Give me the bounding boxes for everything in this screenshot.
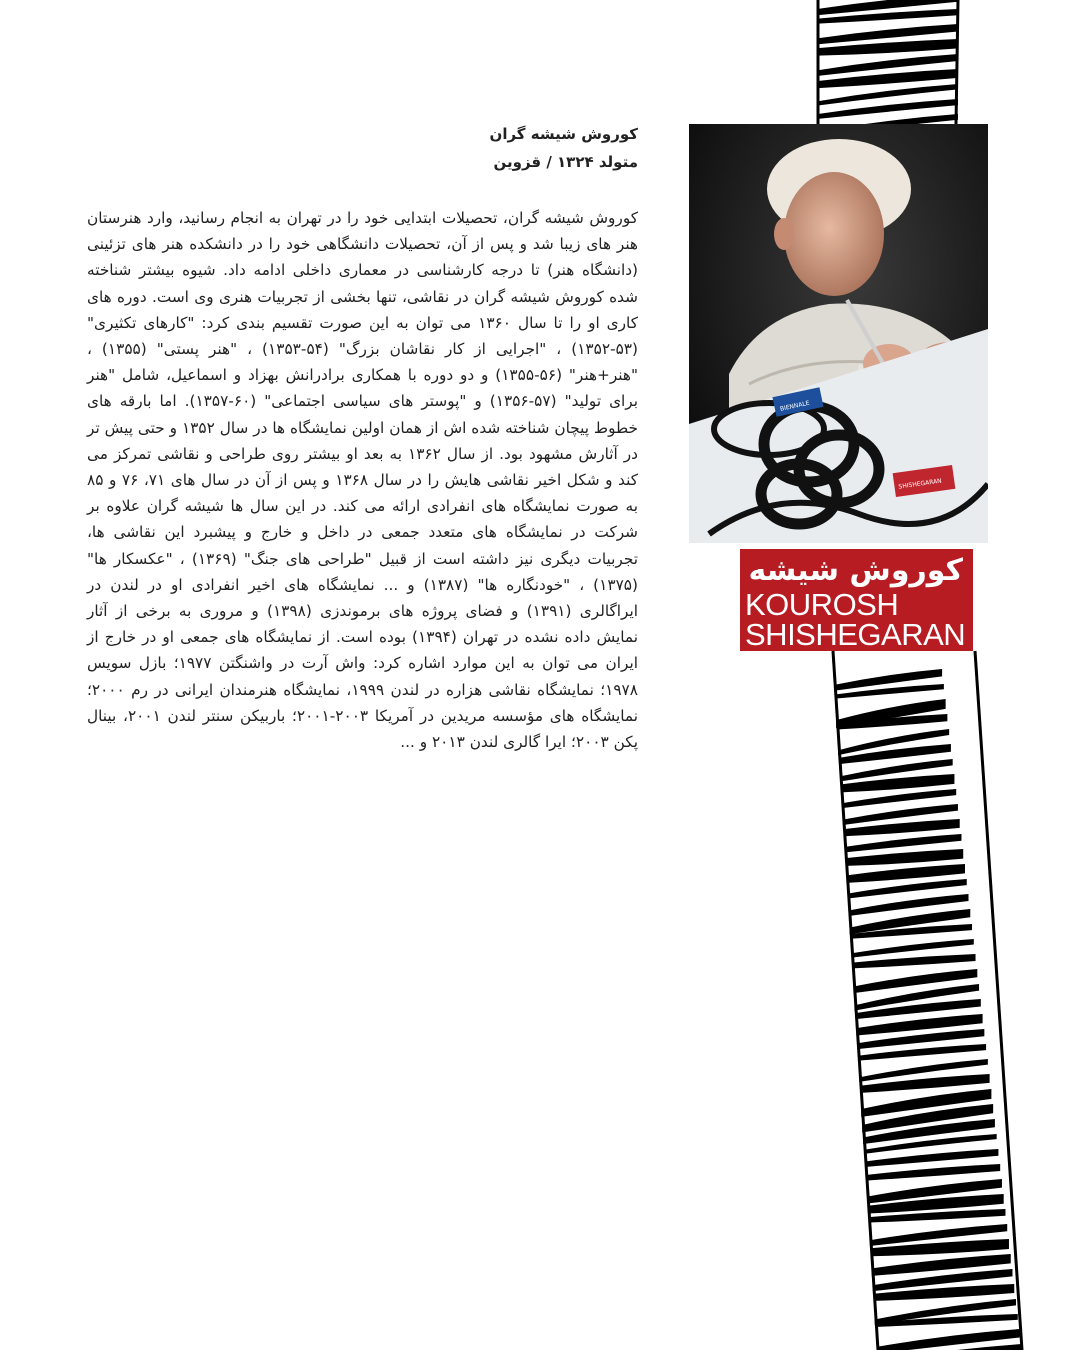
artist-biography: کوروش شیشه گران، تحصیلات ابتدایی خود را در تهران به انجام رسانید، وارد هنرستان هنر های زیبا شد و پس از آن، تحصیلات دانشگاهی خود را در دانشکده هنر های تزئینی (دانشگاه هنر) تا درجه کارشناسی در معماری داخلی ادامه داد. شیوه بیشتر شناخته شده کوروش شیشه گران در نقاشی، تنها بخشی از تجربیات هنری وی است. دوره های کاری او را تا سال ۱۳۶۰ می توان به این صورت تقسیم بندی کرد: "کارهای تکثیری" (۵۳-۱۳۵۲) ، "اجرایی از کار نقاشان بزرگ" (۵۴-۱۳۵۳) ، "هنر پستی" (۱۳۵۵) ، "هنر+هنر" (۵۶-۱۳۵۵) و دو دوره با همکاری برادرانش بهزاد و اسماعیل، شامل "هنر برای تولید" (۵۷-۱۳۵۶) و "پوستر های سیاسی اجتماعی" (۶۰-۱۳۵۷). اما بارقه های خطوط پیچان شناخته شده اش از همان اولین نمایشگاه ها در سال ۱۳۵۲ و حتی پیش تر در آثارش مشهود بود. از سال ۱۳۶۲ به بعد او بیشتر روی طراحی و نقاشی تمرکز می کند و شکل اخیر نقاشی هایش را در سال ۱۳۶۸ و پس از آن در سال های ۷۱، ۷۶ و ۸۵ به صورت نمایشگاه های انفرادی ارائه می کند. در این سال ها شیشه گران علاوه بر شرکت در نمایشگاه های متعدد جمعی در داخل و خارج و پیشبرد این نقاشی ها، تجربیات دیگری نیز داشته است از قبیل "طراحی های جنگ" (۱۳۶۹) ، "عکسکار ها" (۱۳۷۵) ، "خودنگاره ها" (۱۳۸۷) و ... نمایشگاه های اخیر انفرادی او در لندن در ایراگالری (۱۳۹۱) و فضای پروژه های برموندزی (۱۳۹۸) و مروری به برخی از آثار نمایش داده نشده در تهران (۱۳۹۴) بوده است. از نمایشگاه های جمعی او در خارج از ایران می توان به این موارد اشاره کرد: واش آرت در واشنگتن ۱۹۷۷؛ بازل سویس ۱۹۷۸؛ نمایشگاه نقاشی هزاره در لندن ۱۹۹۹، نمایشگاه هنرمندان ایرانی در رم ۲۰۰۰؛ نمایشگاه های مؤسسه مریدین در آمریکا ۲۰۰۳-۲۰۰۱؛ باربیکن سنتر لندن ۲۰۰۱، بینال پکن ۲۰۰۳؛ ایرا گالری لندن ۲۰۱۳ و ... — [87, 209, 638, 752]
artist-name: کوروش شیشه گران — [489, 125, 638, 143]
artist-logo — [666, 549, 973, 652]
zebra-stripe — [847, 864, 965, 883]
zebra-stripe — [853, 954, 976, 968]
zebra-stripe — [852, 939, 974, 958]
artist-birth: متولد ۱۳۲۴ / قزوین — [493, 153, 638, 171]
zebra-stripe — [865, 1149, 998, 1167]
artist-photo — [689, 124, 988, 543]
zebra-stripe — [842, 789, 956, 808]
zebra-band-edge — [956, 0, 958, 124]
zebra-stripe — [846, 849, 963, 866]
artist-heading — [238, 120, 638, 176]
zebra-stripe — [866, 1164, 1000, 1181]
tag-blue-text: BIENNALE — [779, 399, 811, 413]
tag-red-text: SHISHEGARAN — [898, 477, 943, 491]
logo-persian-name: کوروش شیشه گران — [666, 553, 963, 588]
zebra-stripe — [845, 834, 962, 852]
zebra-stripe — [848, 879, 967, 899]
logo-first-name: KOUROSH — [745, 587, 899, 622]
logo-last-name: SHISHEGARAN — [745, 617, 966, 652]
